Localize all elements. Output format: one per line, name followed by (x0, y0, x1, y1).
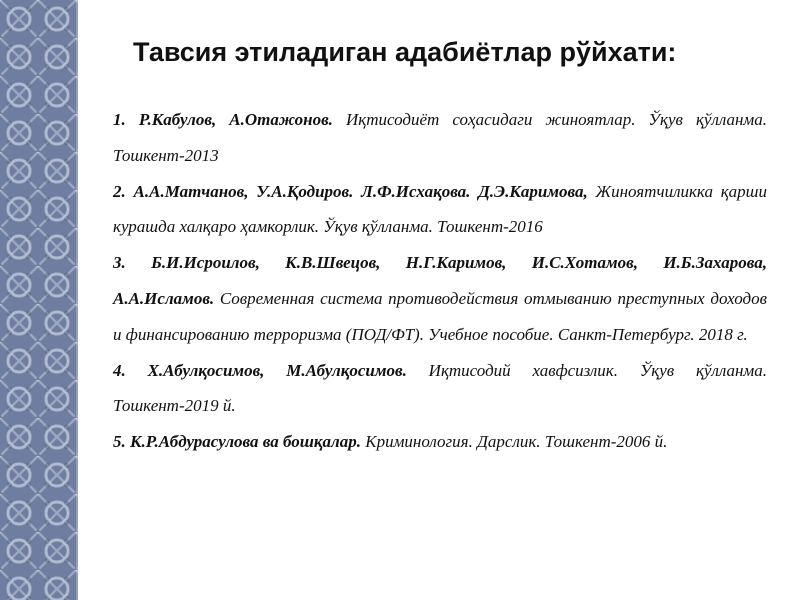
ornament-border (0, 0, 78, 600)
list-item (113, 102, 767, 174)
item-number: 4. (113, 360, 126, 380)
item-authors: А.А.Матчанов, У.А.Қодиров. Л.Ф.Исхақова. Д.Э.Каримова, (133, 181, 588, 201)
item-text: Криминология. Дарслик. Тошкент-2006 й. (365, 432, 668, 452)
reference-list (113, 102, 767, 460)
item-number: 1. (113, 110, 126, 129)
item-authors: Х.Абулқосимов, М.Абулқосимов. (147, 360, 407, 380)
item-authors: К.Р.Абдурасулова ва бошқалар. (130, 432, 362, 452)
item-number: 2. (113, 181, 126, 201)
item-text: Жиноятчиликка қарши курашда халқаро ҳамкорлик. Ўқув қўлланма. Тошкент-2016 (113, 181, 768, 237)
page-title: Тавсия этиладиган адабиётлар рўйхати: (133, 37, 677, 67)
list-item (113, 174, 767, 246)
list-item (113, 424, 767, 460)
item-text: Иқтисодий хавфсизлик. Ўқув қўлланма. Тошкент-2019 й. (113, 360, 768, 416)
item-text: Современная система противодействия отмыванию преступных доходов и финансированию терроризма (ПОД/ФТ). Учебное пособие. Санкт-Петербург. 2018 г. (113, 288, 768, 344)
item-text: Иқтисодиёт соҳасидаги жиноятлар. Ўқув қўлланма. Тошкент-2013 (113, 110, 768, 165)
item-number: 5. (113, 432, 126, 452)
item-authors: Р.Кабулов, А.Отажонов. (138, 110, 333, 129)
list-item (113, 245, 767, 352)
item-authors: Б.И.Исроилов, К.В.Швецов, Н.Г.Каримов, И.С.Хотамов, И.Б.Захарова, А.А.Исламов. (113, 253, 767, 308)
list-item (113, 353, 767, 425)
item-number: 3. (113, 253, 126, 273)
